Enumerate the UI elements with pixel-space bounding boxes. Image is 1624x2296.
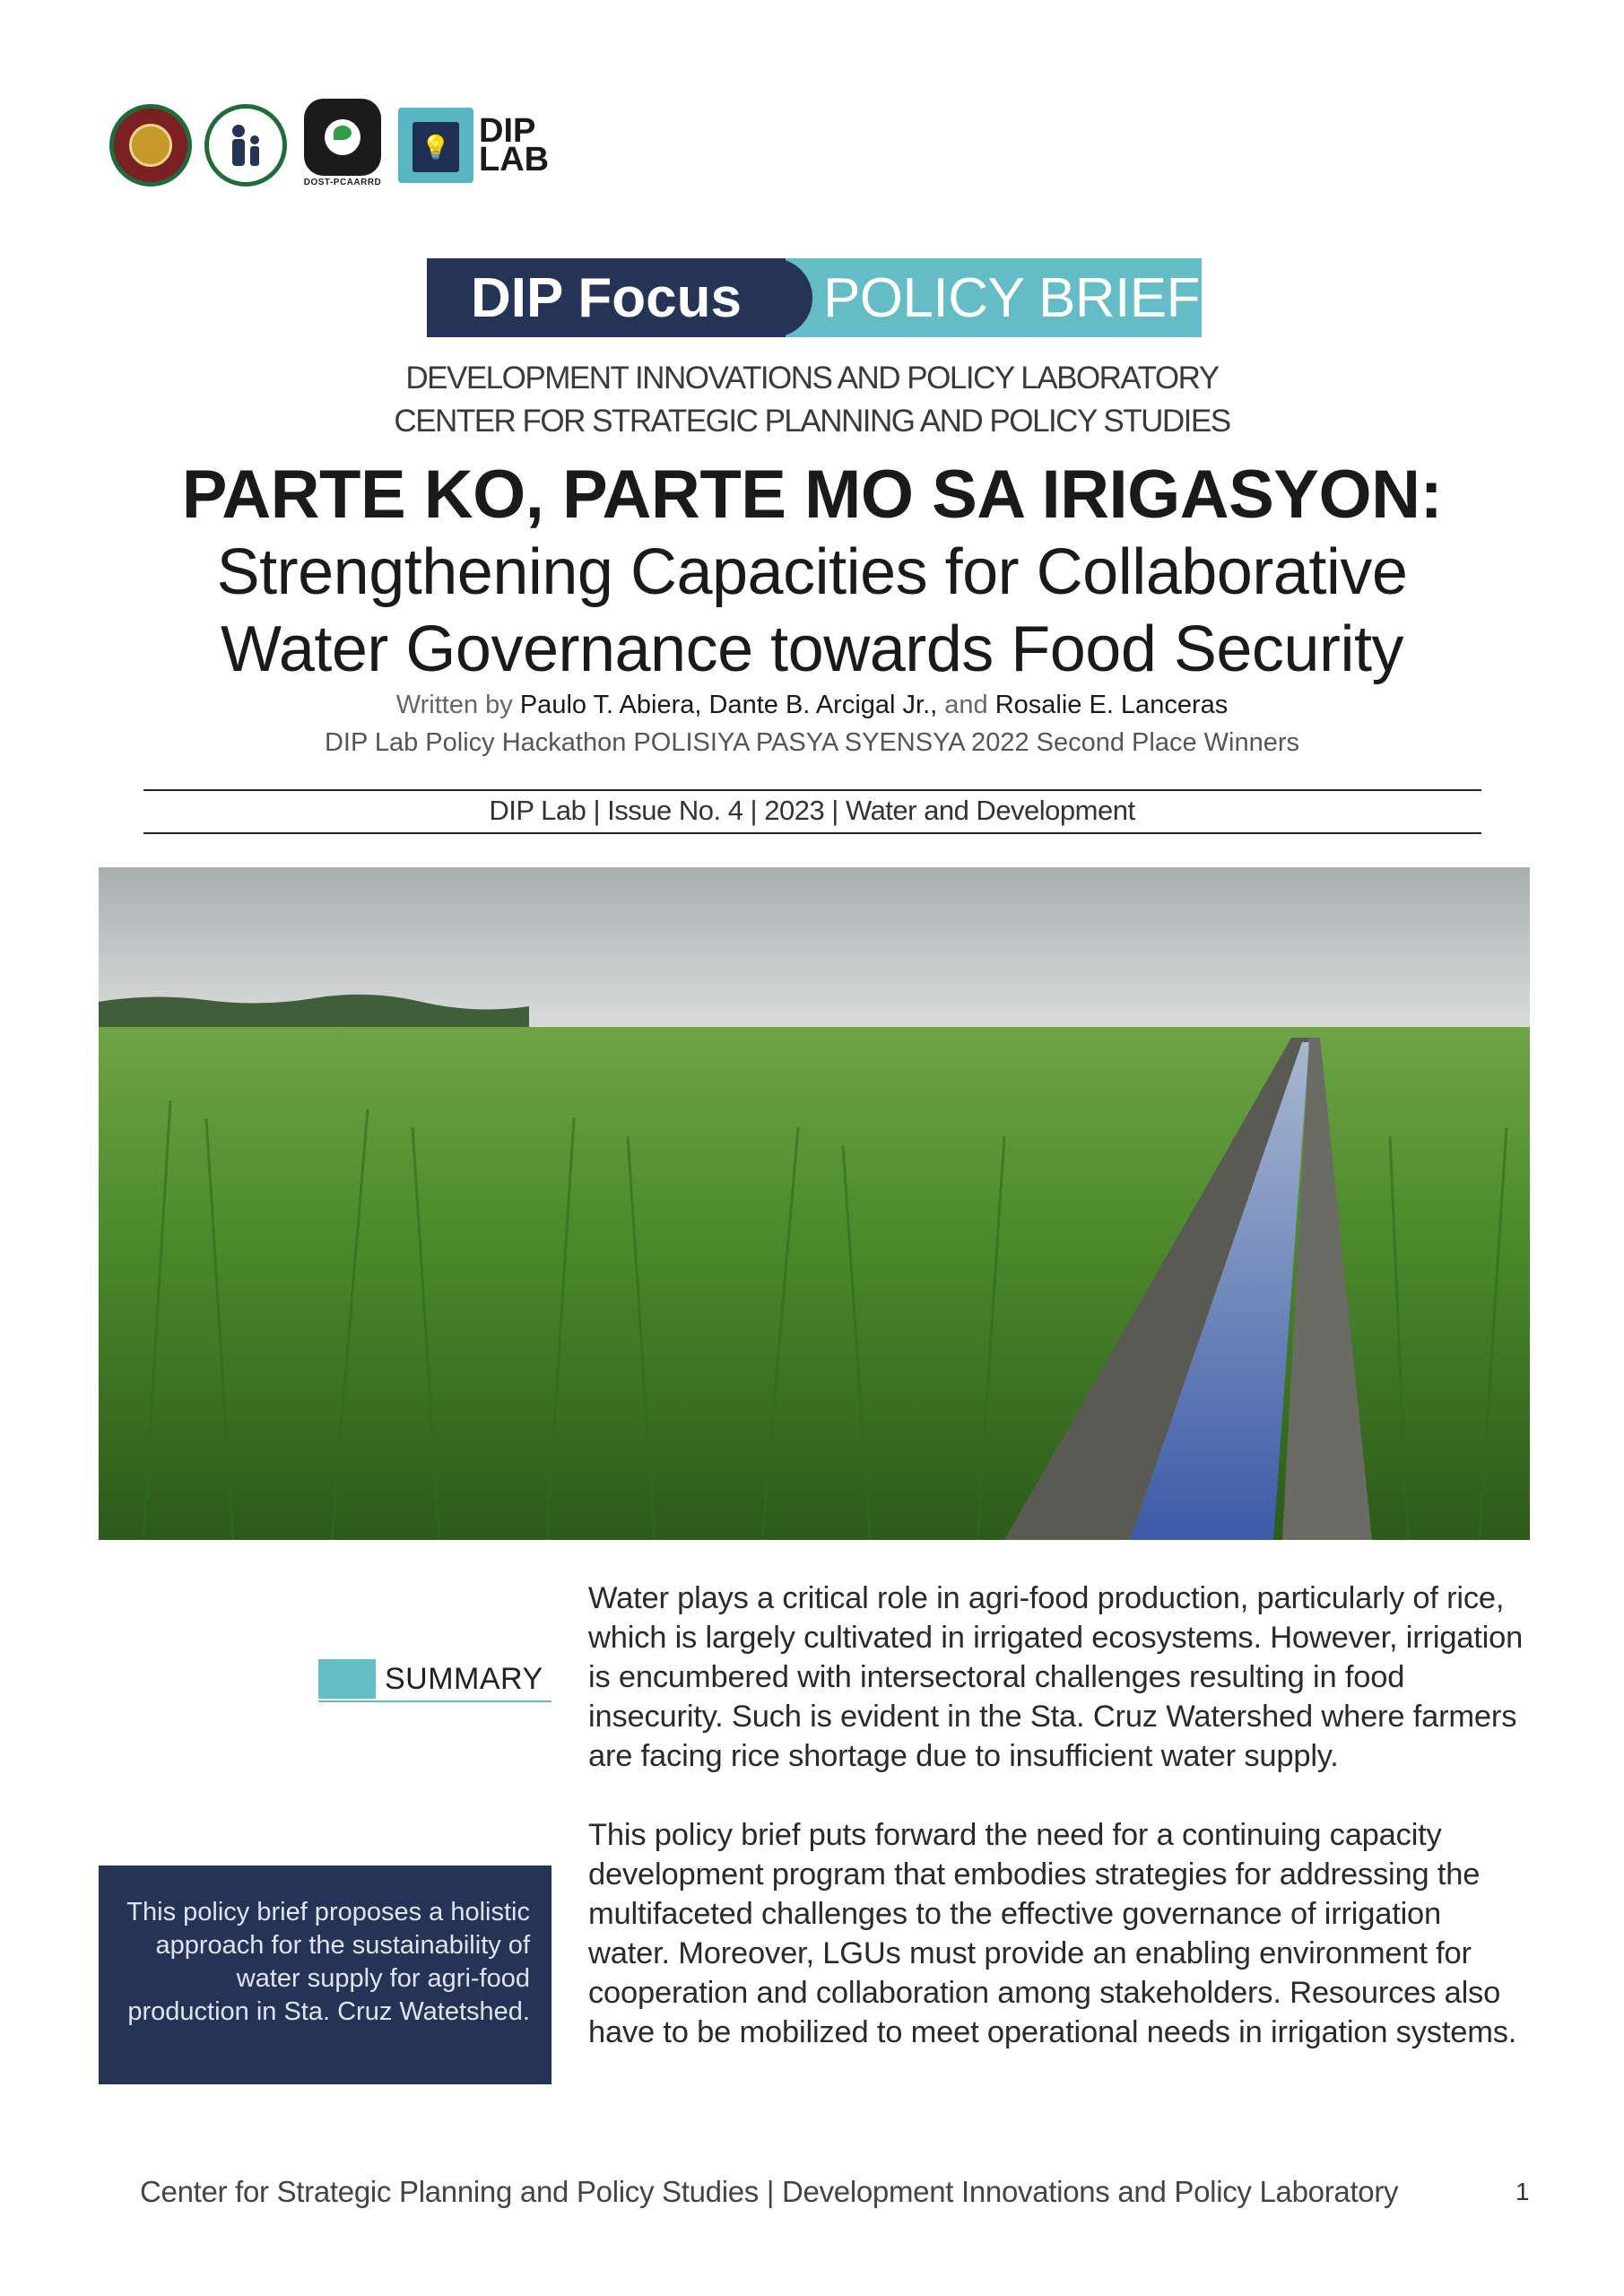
dip-lab-top: DIP	[479, 112, 536, 150]
issue-line: DIP Lab | Issue No. 4 | 2023 | Water and Development	[489, 795, 1135, 826]
dip-lab-bottom: LAB	[479, 141, 550, 178]
org-line-2: CENTER FOR STRATEGIC PLANNING AND POLICY STUDIES	[394, 404, 1230, 439]
summary-underline	[318, 1700, 551, 1702]
author-1: Paulo T. Abiera,	[519, 691, 702, 719]
summary-label	[318, 1659, 551, 1699]
lightbulb-icon: 💡	[413, 122, 459, 172]
byline	[0, 691, 1624, 720]
banner-dip-focus: DIP Focus	[427, 258, 786, 337]
dost-pcaarrd-logo	[300, 99, 386, 192]
dip-lab-logo	[398, 108, 549, 183]
author-3: Rosalie E. Lanceras	[994, 691, 1229, 719]
summary-callout: This policy brief proposes a holistic approach for the sustainability of water supply for agri-food production in Sta. Cruz Watetshed.	[99, 1866, 551, 2084]
title-banner	[427, 258, 1202, 337]
byline-and: and	[944, 691, 988, 719]
page-number: 1	[1515, 2178, 1530, 2205]
summary-heading: SUMMARY	[385, 1661, 543, 1696]
subtitle-line-2: Water Governance towards Food Security	[221, 613, 1403, 685]
up-seal-logo	[109, 104, 192, 187]
top-rule	[143, 789, 1481, 791]
author-2: Dante B. Arcigal Jr.,	[708, 691, 938, 719]
footer-text: Center for Strategic Planning and Policy Studies | Development Innovations and Policy Laboratory	[140, 2175, 1399, 2208]
summary-paragraph-2: This policy brief puts forward the need for a continuing capacity development program that embodies strategies for addressing the multifaceted challenges to the effective governance of irrigation water. Moreover, LGUs must provide an enabling environment for cooperation and collaboration among stakeholders. Resources also have to be mobilized to meet operational needs in irrigation systems.	[588, 1818, 1517, 2049]
summary-paragraph-1: Water plays a critical role in agri-food production, particularly of rice, which is largely cultivated in irrigated ecosystems. However, irrigation is encumbered with intersectoral challenges resulting in food insecurity. Such is evident in the Sta. Cruz Watershed where farmers are facing rice shortage due to insufficient water supply.	[588, 1581, 1524, 1773]
banner-policy-brief: POLICY BRIEF	[786, 258, 1202, 337]
subtitle-line-1: Strengthening Capacities for Collaborative	[216, 536, 1408, 608]
org-line-1: DEVELOPMENT INNOVATIONS AND POLICY LABORATORY	[405, 361, 1219, 396]
cspps-logo	[204, 104, 287, 187]
award-line: DIP Lab Policy Hackathon POLISIYA PASYA SYENSYA 2022 Second Place Winners	[324, 728, 1300, 757]
main-title: PARTE KO, PARTE MO SA IRIGASYON:	[181, 457, 1443, 533]
written-by: Written by	[395, 691, 513, 719]
dost-caption: DOST-PCAARRD	[303, 178, 382, 187]
bottom-rule	[143, 832, 1481, 834]
rice-field-photo	[99, 867, 1530, 1540]
summary-swatch	[318, 1659, 376, 1699]
partner-logos	[109, 100, 549, 190]
